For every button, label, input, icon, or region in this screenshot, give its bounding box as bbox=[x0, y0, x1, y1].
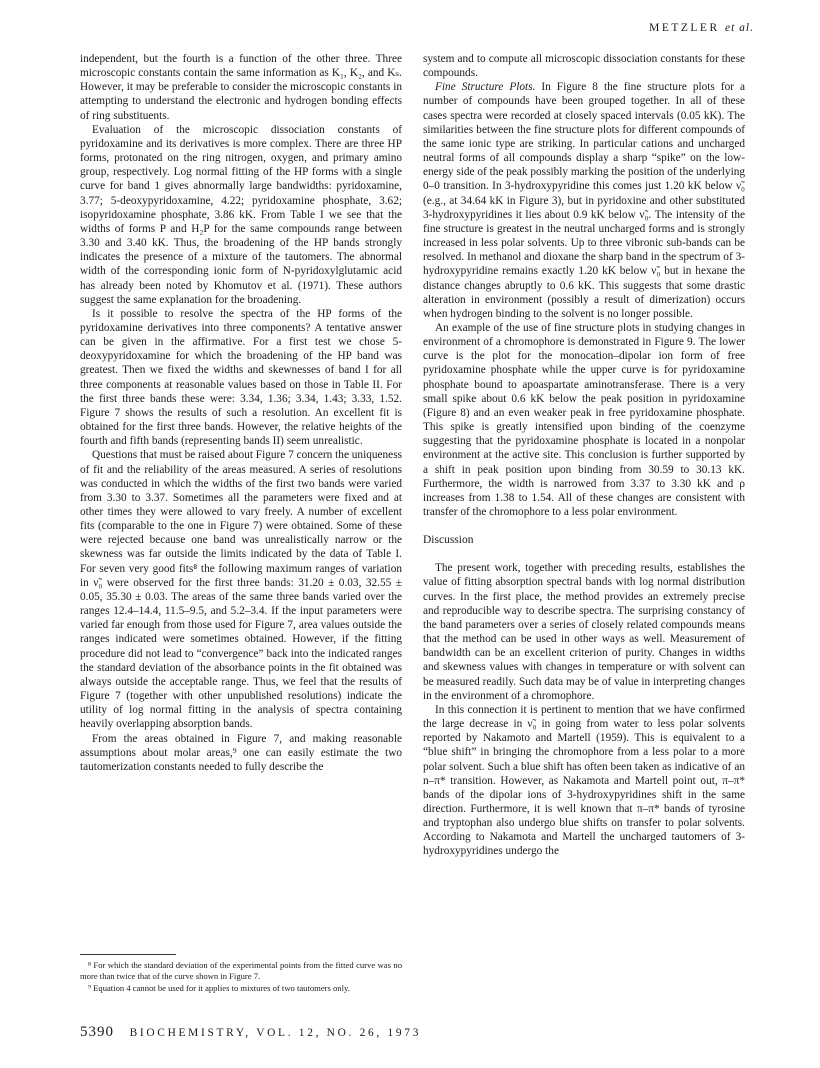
paragraph: independent, but the fourth is a function of the other three. Three microscopic constants contain the same information as K₁, K₂, and Kₛ. However, it may be preferable to consider the microscopic constants in attempting to understand the electronic and hydrogen bonding effects of ring substituents. bbox=[80, 53, 402, 122]
fine-structure-heading: Fine Structure Plots. bbox=[435, 81, 536, 94]
fine-structure-text: In Figure 8 the fine structure plots for a number of compounds have been grouped together. In all of these cases spectra were recorded at closely spaced intervals (0.05 kK). The similarities between the fine structure plots for different compounds of the same ionic type are striking. In particular cations and uncharged neutral forms of all compounds display a sharp “spike” on the low-energy side of the peak possibly marking the position of the underlying 0–0 transition. In 3-hydroxypyridine this comes just 1.20 kK below ν̃₀ (e.g., at 34.64 kK in Figure 3), but in pyridoxine and other substituted 3-hydroxypyridines it lies about 0.9 kK below ν̃₀. The intensity of the fine structure is greatest in the neutral uncharged forms and is strongly increased in less polar solvents. Up to three vibronic sub-bands can be resolved. In methanol and dioxane the sharp band in the spectrum of 3-hydroxypyridine remains exactly 1.20 kK below ν̃₀ but in hexane the distance changes abruptly to 0.6 kK. This suggests that some drastic alteration in environment (possibly a result of dimerization) occurs when hydrogen binding to the solvent is no longer possible. bbox=[423, 81, 746, 320]
paragraph: From the areas obtained in Figure 7, and making reasonable assumptions about molar areas,⁹ one can easily estimate the two tautomerization constants needed to fully describe the bbox=[80, 732, 402, 773]
left-column bbox=[80, 52, 402, 774]
header-authors: METZLER bbox=[649, 22, 720, 34]
page-number: 5390 bbox=[80, 1024, 114, 1040]
fine-structure-paragraph bbox=[423, 80, 745, 321]
paragraph: In this connection it is pertinent to mention that we have confirmed the large decrease in ν̃₀ in going from water to less polar solvents reported by Nakamoto and Martell (1959). This is equivalent to a “blue shift” in bringing the chromophore from a less polar to a more polar solvent. Such a blue shift has often been taken as indicative of an n–π* transition. However, as Nakamota and Martell point out, π–π* bands of the dipolar ions of 3-hydroxypyridines shift in the same direction. Furthermore, it is well known that π–π* bands of tyrosine and tryptophan also undergo blue shifts on transfer to polar solvents. According to Nakamota and Martell the uncharged tautomers of 3-hydroxypyridines undergo the bbox=[423, 703, 745, 858]
page-footer bbox=[80, 1024, 421, 1041]
right-column bbox=[423, 52, 745, 859]
journal-citation: BIOCHEMISTRY, VOL. 12, NO. 26, 1973 bbox=[129, 1027, 422, 1039]
discussion-heading: Discussion bbox=[423, 534, 474, 547]
footnotes bbox=[80, 960, 402, 995]
paragraph: system and to compute all microscopic dissociation constants for these compounds. bbox=[423, 53, 745, 80]
paragraph: The present work, together with preceding results, establishes the value of fitting absorption spectral bands with log normal distribution curves. In the first place, the method provides an extremely precise and reproducible way to describe spectra. The surprising constancy of the band parameters over a series of closely related compounds means that the method can be used in other ways as well. Measurement of bandwidth can be an excellent criterion of purity. Changes in widths and skewness values with changes in temperature or with solvent can be measured readily. Such data may be of value in interpreting changes in the environment of a chromophore. bbox=[423, 562, 745, 702]
footnote: ⁸ For which the standard deviation of the experimental points from the fitted curve was no more than twice that of the curve shown in Figure 7. bbox=[80, 960, 402, 981]
paragraph: Questions that must be raised about Figure 7 concern the uniqueness of fit and the reliability of the areas measured. A series of resolutions was conducted in which the widths of the first two bands were varied from 3.30 to 3.37. Sometimes all the parameters were fixed and at other times they were allowed to vary freely. A number of excellent fits (comparable to the one in Figure 7) were obtained. Some of these were rejected because one band was unrealistically narrow or the skewness was far outside the limits indicated by the data of Table I. For seven very good fits⁸ the following maximum ranges of variation in ν̃₀ were observed for the first three bands: 31.20 ± 0.03, 32.55 ± 0.05, 35.30 ± 0.03. The areas of the same three bands varied over the ranges 12.4–14.4, 11.5–9.5, and 5.2–3.4. If the input parameters were varied far enough from those used for Figure 7, area values outside the ranges indicated were sometimes obtained. However, if the fitting procedure did not lead to “convergence” back into the indicated ranges the standard deviation of the absorbance points in the fit obtained was always outside the acceptable range. Thus, we feel that the results of Figure 7 (together with other unpublished resolutions) indicate the utility of log normal fitting in the analysis of spectra containing heavily overlapping absorption bands. bbox=[80, 449, 402, 731]
paragraph: An example of the use of fine structure plots in studying changes in environment of a chromophore is demonstrated in Figure 9. The lower curve is the plot for the monocation–dipolar ion form of free pyridoxamine phosphate while the upper curve is for pyridoxamine phosphate bound to apoaspartate aminotransferase. There is a very small spike about 0.6 kK below the peak position in pyridoxamine (Figure 8) and an even weaker peak in free pyridoxamine phosphate. This spike is greatly intensified upon binding of the coenzyme suggesting that the pyridoxamine phosphate is located in a nonpolar environment at the active site. This conclusion is further supported by a shift in peak position upon binding from 30.59 to 30.13 kK. Furthermore, the width is narrowed from 3.37 to 3.30 kK and ρ increases from 1.38 to 1.54. All of these changes are consistent with transfer of the chromophore to a less polar environment. bbox=[423, 321, 745, 518]
paragraph: Is it possible to resolve the spectra of the HP forms of the pyridoxamine derivatives into three components? A tentative answer can be given in the affirmative. For a first test we chose 5-deoxypyridoxamine for which the broadening of the HP band was greatest. Then we fixed the widths and skewnesses of band I for all three components at reasonable values based on those in Table II. For the first three bands these were: 3.34, 1.36; 3.34, 1.43; 3.33, 1.52. Figure 7 shows the results of such a resolution. An excellent fit is obtained for the first three bands. However, the relative heights of the fourth and fifth bands (representing bands II) seem unrealistic. bbox=[80, 307, 402, 448]
paragraph: Evaluation of the microscopic dissociation constants of pyridoxamine and its derivatives is more complex. There are three HP forms, protonated on the ring nitrogen, oxygen, and primary amino group, respectively. Log normal fitting of the HP forms with a single curve for band 1 gives abnormally large bandwidths: pyridoxamine, 3.77; 5-deoxypyridoxamine, 4.22; pyridoxamine phosphate, 3.62; isopyridoxamine phosphate, 3.86 kK. From Table I we see that the widths of forms P and H₂P for the same compounds range between 3.30 and 3.40 kK. Thus, the broadening of the HP bands strongly indicates the presence of a mixture of the tautomers. The abnormal width of the corresponding ionic form of N-pyridoxylglutamic acid has already been noted by Khomutov et al. (1971). These authors suggest the same explanation for the broadening. bbox=[80, 123, 402, 306]
footnote: ⁹ Equation 4 cannot be used for it applies to mixtures of two tautomers only. bbox=[88, 983, 350, 993]
header-etal: et al. bbox=[725, 22, 754, 34]
footnote-divider bbox=[80, 954, 176, 955]
running-header bbox=[590, 22, 754, 34]
